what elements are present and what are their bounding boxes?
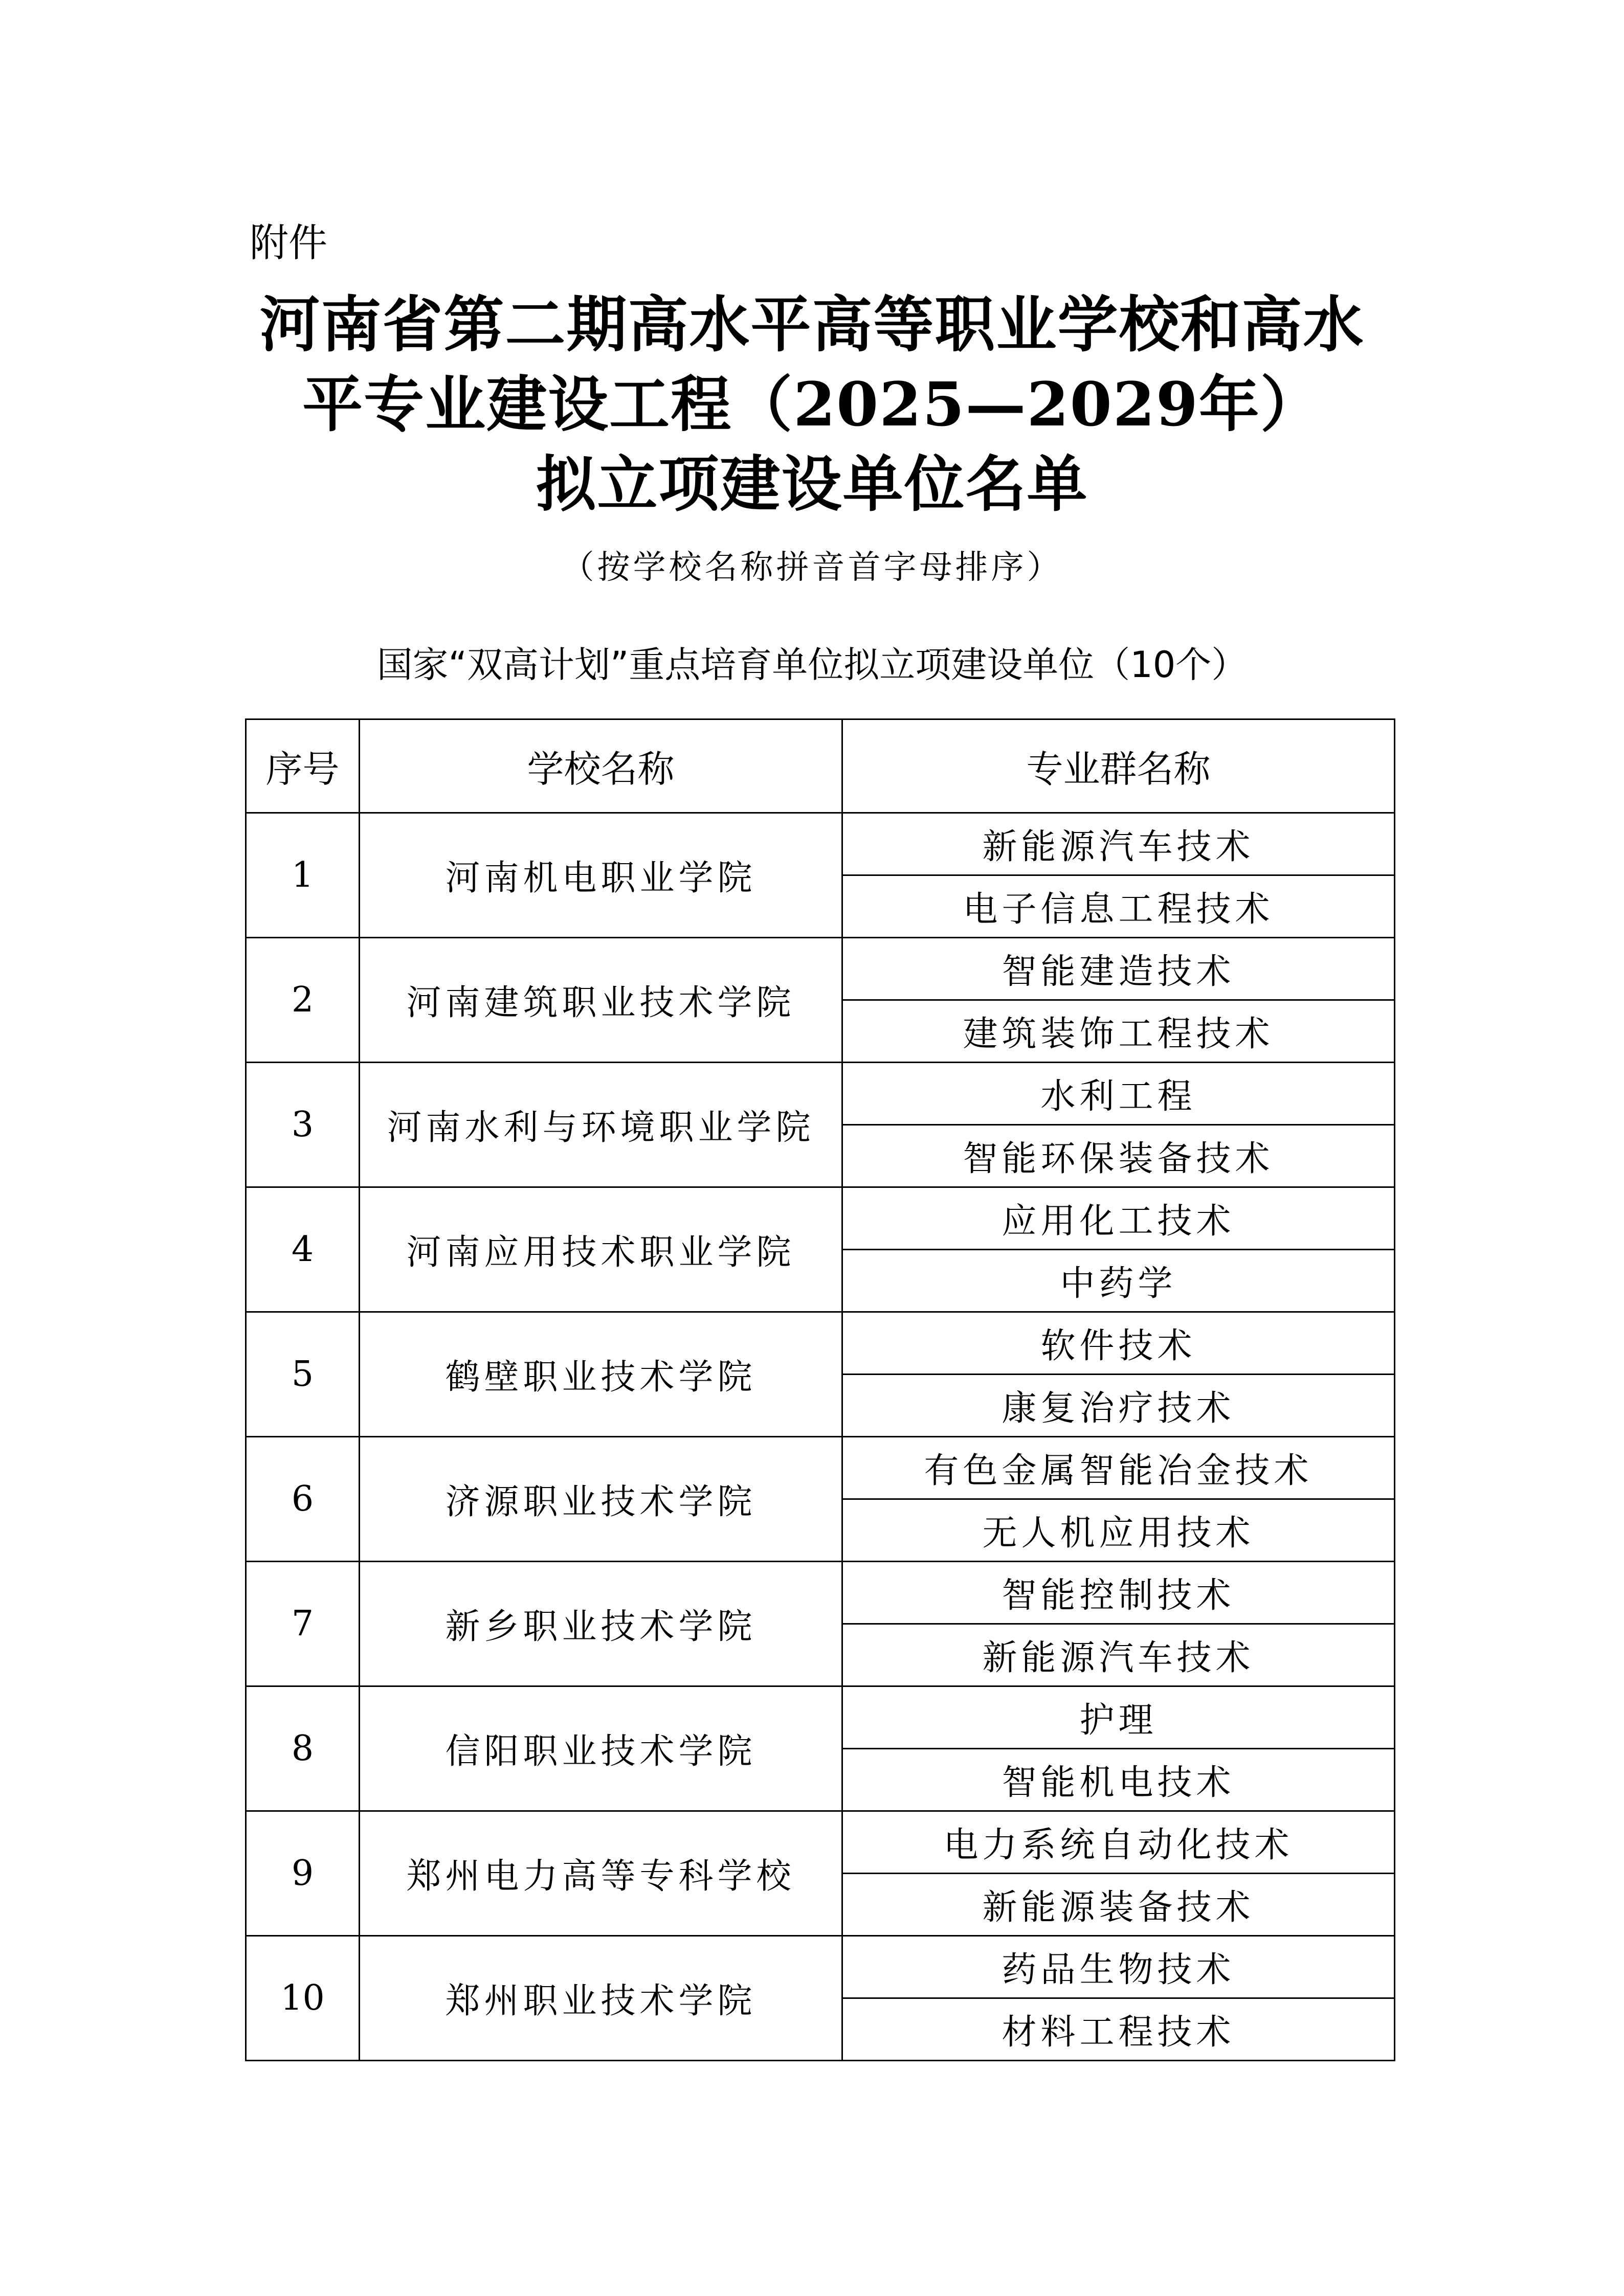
school-name: 郑州职业技术学院 (360, 1936, 842, 2061)
specialty-group: 药品生物技术 (842, 1936, 1395, 1998)
header-no: 序号 (246, 719, 360, 813)
specialty-group: 软件技术 (842, 1312, 1395, 1375)
specialty-group: 建筑装饰工程技术 (842, 1000, 1395, 1063)
specialty-group: 水利工程 (842, 1063, 1395, 1125)
specialty-group: 护理 (842, 1686, 1395, 1749)
row-number: 2 (246, 938, 360, 1063)
school-name: 信阳职业技术学院 (360, 1686, 842, 1811)
row-number: 9 (246, 1811, 360, 1936)
specialty-group: 应用化工技术 (842, 1187, 1395, 1250)
school-name: 济源职业技术学院 (360, 1437, 842, 1562)
table-row (246, 1562, 1395, 1624)
row-number: 7 (246, 1562, 360, 1686)
specialty-group: 新能源装备技术 (842, 1874, 1395, 1936)
table-row (246, 1312, 1395, 1375)
header-school: 学校名称 (360, 719, 842, 813)
table-row (246, 1187, 1395, 1250)
row-number: 6 (246, 1437, 360, 1562)
school-name: 河南应用技术职业学院 (360, 1187, 842, 1312)
section-heading: 国家“双高计划”重点培育单位拟立项建设单位（10个） (376, 644, 1248, 686)
document-title-line-3: 拟立项建设单位名单 (536, 448, 1088, 520)
table-row (246, 1437, 1395, 1499)
specialty-group: 智能环保装备技术 (842, 1125, 1395, 1187)
specialty-group: 电子信息工程技术 (842, 875, 1395, 938)
specialty-group: 有色金属智能冶金技术 (842, 1437, 1395, 1499)
document-title-line-2: 平专业建设工程（2025—2029年） (302, 369, 1322, 440)
specialty-group: 智能建造技术 (842, 938, 1395, 1000)
table-row (246, 1936, 1395, 1998)
attachment-label: 附件 (250, 220, 327, 265)
table-row (246, 938, 1395, 1000)
table-row (246, 1686, 1395, 1749)
row-number: 10 (246, 1936, 360, 2061)
specialty-group: 康复治疗技术 (842, 1375, 1395, 1437)
specialty-group: 材料工程技术 (842, 1998, 1395, 2061)
specialty-group: 无人机应用技术 (842, 1499, 1395, 1562)
row-number: 4 (246, 1187, 360, 1312)
row-number: 3 (246, 1063, 360, 1187)
table-row (246, 1063, 1395, 1125)
specialty-group: 新能源汽车技术 (842, 813, 1395, 875)
table-row (246, 813, 1395, 875)
sort-note: （按学校名称拼音首字母排序） (561, 549, 1063, 587)
row-number: 1 (246, 813, 360, 938)
school-name: 鹤壁职业技术学院 (360, 1312, 842, 1437)
header-group: 专业群名称 (842, 719, 1395, 813)
table-row (246, 1811, 1395, 1874)
school-name: 河南机电职业学院 (360, 813, 842, 938)
specialty-group: 智能控制技术 (842, 1562, 1395, 1624)
school-name: 河南建筑职业技术学院 (360, 938, 842, 1063)
table-header-row (246, 719, 1395, 813)
specialty-group: 新能源汽车技术 (842, 1624, 1395, 1686)
specialty-group: 中药学 (842, 1250, 1395, 1312)
specialty-group: 电力系统自动化技术 (842, 1811, 1395, 1874)
document-title-line-1: 河南省第二期高水平高等职业学校和高水 (259, 289, 1365, 360)
row-number: 8 (246, 1686, 360, 1811)
school-name: 河南水利与环境职业学院 (360, 1063, 842, 1187)
school-name: 郑州电力高等专科学校 (360, 1811, 842, 1936)
row-number: 5 (246, 1312, 360, 1437)
school-name: 新乡职业技术学院 (360, 1562, 842, 1686)
units-table (245, 718, 1395, 2061)
specialty-group: 智能机电技术 (842, 1749, 1395, 1811)
